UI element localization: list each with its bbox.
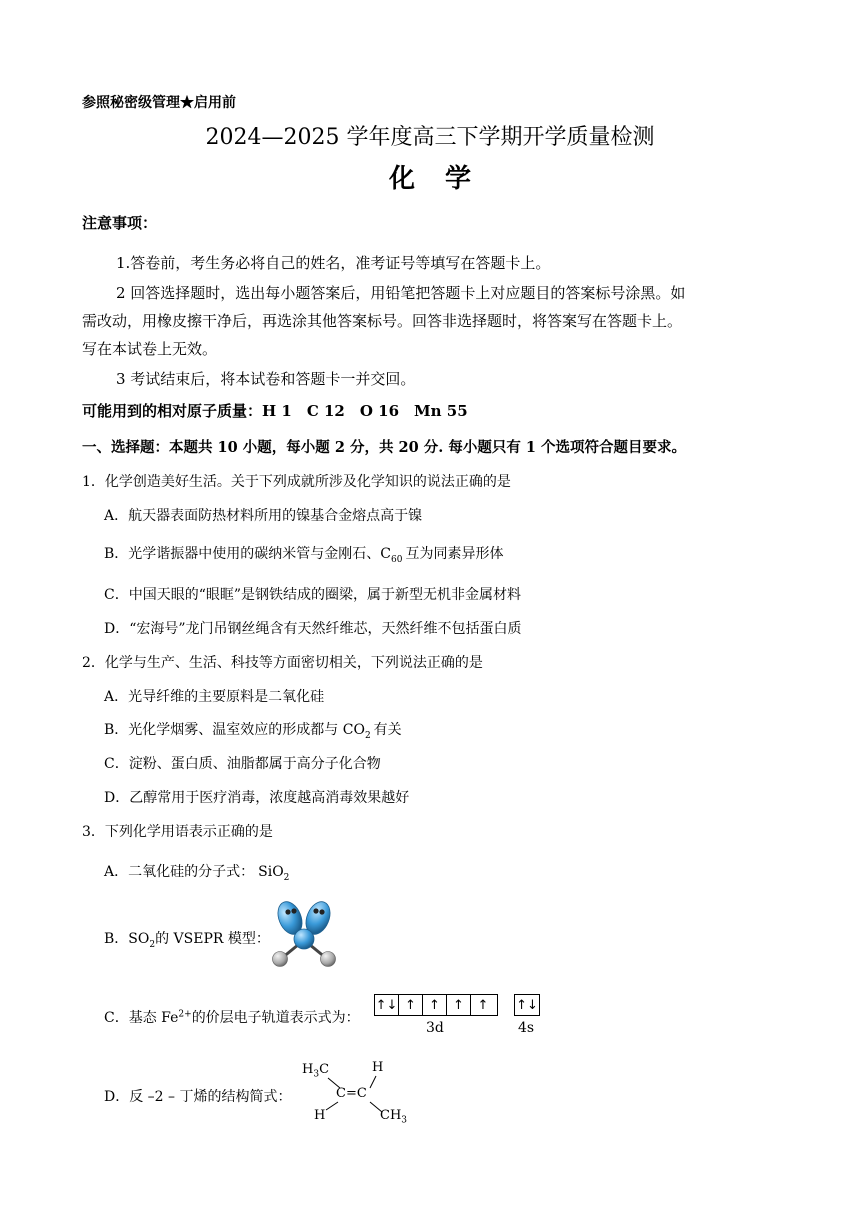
q2-option-b: B．光化学烟雾、温室效应的形成都与 $CO_2$ 有关	[104, 722, 402, 741]
q3-stem: 3．下列化学用语表示正确的是	[82, 824, 273, 840]
confidentiality-label: 参照秘密级管理★启用前	[82, 95, 236, 111]
trans-2-butene-structure	[296, 1058, 416, 1128]
atomic-masses: 可能用到的相对原子质量：H 1 C 12 O 16 Mn 55	[82, 402, 468, 420]
notice-item-2-line3: 写在本试卷上无效。	[82, 340, 218, 358]
q3-option-a: A．二氧化硅的分子式： SiO$_2$	[104, 864, 290, 883]
orbital-3d-cell: ↑	[447, 995, 471, 1015]
notice-item-3: 3 考试结束后，将本试卷和答题卡一并交回。	[116, 370, 416, 388]
struct-h-bottom: H	[314, 1108, 326, 1123]
exam-title: 2024—2025 学年度高三下学期开学质量检测	[205, 125, 655, 150]
notice-item-1: 1.答卷前，考生务必将自己的姓名，准考证号等填写在答题卡上。	[116, 254, 551, 272]
orbital-4s-box	[514, 994, 540, 1016]
subject-title: 化学	[388, 164, 501, 194]
notice-item-2-line2: 需改动，用橡皮擦干净后，再选涂其他答案标号。回答非选择题时，将答案写在答题卡上。	[82, 312, 683, 330]
orbital-3d-cell: ↑	[477, 997, 489, 1013]
q1-option-a: A．航天器表面防热材料所用的镍基合金熔点高于镍	[104, 508, 423, 524]
orbital-4s-label: 4s	[518, 1020, 535, 1036]
struct-h3c: $H_3C$	[302, 1062, 330, 1080]
orbital-3d-cell: ↑↓	[375, 995, 399, 1015]
struct-c-double-c: C=C	[336, 1086, 367, 1101]
q1-option-d: D．“宏海号”龙门吊钢丝绳含有天然纤维芯，天然纤维不包括蛋白质	[104, 621, 522, 637]
q3-option-c: C．基态 $Fe^{2+}$的价层电子轨道表示式为：	[104, 1009, 360, 1026]
q2-option-d: D．乙醇常用于医疗消毒，浓度越高消毒效果越好	[104, 790, 410, 806]
struct-bonds	[296, 1058, 416, 1128]
so2-vsepr-model-image	[266, 898, 342, 970]
section-one-heading: 一、选择题：本题共 10 小题，每小题 2 分，共 20 分. 每小题只有 1 个选项符合题目要求。	[82, 439, 687, 456]
q1-stem: 1．化学创造美好生活。关于下列成就所涉及化学知识的说法正确的是	[82, 474, 511, 490]
notice-item-2-line1: 2 回答选择题时，选出每小题答案后，用铅笔把答题卡上对应题目的答案标号涂黑。如	[116, 284, 686, 302]
struct-ch3: $CH_3$	[380, 1108, 408, 1126]
notice-heading: 注意事项：	[82, 214, 158, 232]
orbital-3d-boxes	[374, 994, 498, 1016]
q3-option-b: B．$SO_2$的 VSEPR 模型：	[104, 931, 270, 950]
q2-option-c: C．淀粉、蛋白质、油脂都属于高分子化合物	[104, 756, 381, 772]
orbital-3d-cell: ↑	[423, 995, 447, 1015]
orbital-3d-cell: ↑	[399, 995, 423, 1015]
q1-option-c: C．中国天眼的“眼眶”是钢铁结成的圈梁，属于新型无机非金属材料	[104, 587, 522, 603]
q2-option-a: A．光导纤维的主要原料是二氧化硅	[104, 689, 325, 705]
q1-option-b: B．光学谐振器中使用的碳纳米管与金刚石、$C_{60}$ 互为同素异形体	[104, 546, 504, 565]
q3-option-d: D．反 –2 – 丁烯的结构简式：	[104, 1089, 292, 1105]
orbital-4s-cell: ↑↓	[516, 997, 538, 1013]
orbital-3d-label: 3d	[426, 1020, 444, 1036]
struct-h-top: H	[372, 1060, 384, 1075]
q2-stem: 2．化学与生产、生活、科技等方面密切相关，下列说法正确的是	[82, 655, 483, 671]
